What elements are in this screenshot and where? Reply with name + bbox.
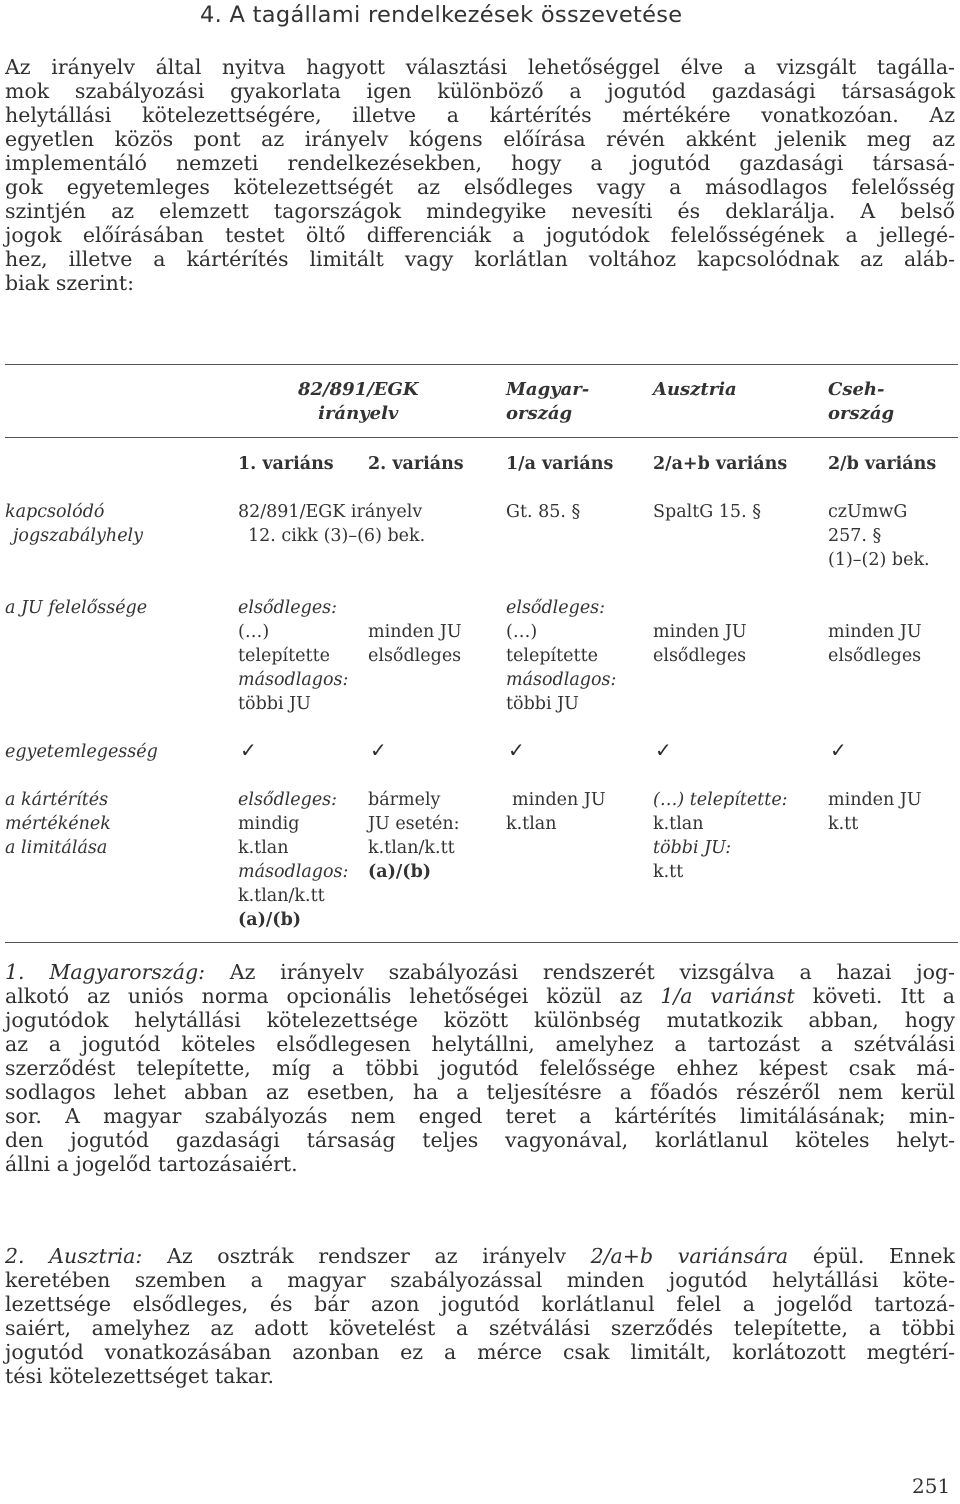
- intro-line: helytállási kötelezettségére, illetve a kártérítés mértékére vonatkozóan. Az: [5, 103, 955, 127]
- paragraph-line: alkotó az uniós norma opcionális lehetőségei közül az 1/a variánst követi. Itt a: [5, 984, 956, 1008]
- check-icon: ✓: [655, 738, 672, 762]
- table-header-rule: [5, 437, 958, 438]
- cell-felelosseg-hu: elsődleges: (…) telepítette másodlagos: többi JU: [506, 598, 617, 714]
- cell-karterites-at: (…) telepítette: k.tlan többi JU: k.tt: [653, 790, 788, 882]
- intro-line: jogok előírásában testet öltő differenciák a jogutódok felelősségének a jellegé-: [5, 223, 955, 247]
- paragraph-line: sodlagos lehet abban az esetben, ha a teljesítésre a főadós részéről nem kerül: [5, 1080, 955, 1104]
- intro-line: mok szabályozási gyakorlata igen különböző a jogutód gazdasági társaságok: [5, 79, 955, 103]
- cell-karterites-v2: bármely JU esetén: k.tlan/k.tt (a)/(b): [368, 790, 460, 882]
- cell-felelosseg-at: minden JU elsődleges: [653, 622, 747, 666]
- row-label-felelosseg: a JU felelőssége: [5, 598, 148, 618]
- paragraph-line: 1. Magyarország: Az irányelv szabályozási rendszerét vizsgálva a hazai jog-: [5, 960, 955, 984]
- paragraph-line: jogutódok helytállási kötelezettsége között különbség mutatkozik abban, hogy: [5, 1008, 955, 1032]
- row-label-egyetemlegesseg: egyetemlegesség: [5, 742, 158, 762]
- cell-kapcsolodo-hu: Gt. 85. §: [506, 502, 581, 522]
- paragraph-line: szerződést telepítette, míg a többi jogutód felelőssége ehhez képest csak má-: [5, 1056, 955, 1080]
- paragraph-line: sor. A magyar szabályozás nem enged teret a kártérítés limitálásának; min-: [5, 1104, 955, 1128]
- intro-line: biak szerint:: [5, 271, 134, 295]
- header-czechia: Cseh- ország: [828, 379, 895, 424]
- intro-line: egyetlen közös pont az irányelv kógens előírása révén akként jelenik meg az: [5, 127, 955, 151]
- header-hungary: Magyar- ország: [506, 379, 590, 424]
- check-icon: ✓: [508, 738, 525, 762]
- paragraph-hungary: [5, 960, 955, 1176]
- cell-karterites-hu: minden JU k.tlan: [506, 790, 606, 834]
- variant-1: 1. variáns: [238, 454, 334, 474]
- cell-kapcsolodo-cz: czUmwG 257. § (1)–(2) bek.: [828, 502, 930, 570]
- cell-karterites-cz: minden JU k.tt: [828, 790, 922, 834]
- paragraph-line: saiért, amelyhez az adott követelést a szétválási szerződés telepítette, a többi: [5, 1316, 955, 1340]
- intro-line: szintjén az elemzett tagországok mindegyike nevesíti és deklarálja. A belső: [5, 199, 955, 223]
- table-bottom-rule: [5, 942, 958, 943]
- table-top-rule: [5, 364, 958, 365]
- check-icon: ✓: [240, 738, 257, 762]
- header-austria: Ausztria: [653, 379, 737, 400]
- intro-line: implementáló nemzeti rendelkezésekben, hogy a jogutód gazdasági társasá-: [5, 151, 955, 175]
- header-directive: 82/891/EGK irányelv: [298, 379, 419, 424]
- cell-karterites-v1: elsődleges: mindig k.tlan másodlagos: k.tlan/k.tt (a)/(b): [238, 790, 349, 930]
- cell-kapcsolodo-at: SpaltG 15. §: [653, 502, 761, 522]
- variant-2: 2. variáns: [368, 454, 464, 474]
- variant-2ab: 2/a+b variáns: [653, 454, 788, 474]
- paragraph-line: az a jogutód köteles elsődlegesen helytállni, amelyhez a tartozást a szétválási: [5, 1032, 955, 1056]
- check-icon: ✓: [370, 738, 387, 762]
- intro-line: hez, illetve a kártérítés limitált vagy korlátlan voltához kapcsolódnak az aláb-: [5, 247, 955, 271]
- cell-kapcsolodo-directive: 82/891/EGK irányelv 12. cikk (3)–(6) bek.: [238, 502, 426, 546]
- variant-2b: 2/b variáns: [828, 454, 937, 474]
- row-label-karterites: a kártérítés mértékének a limitálása: [5, 790, 111, 858]
- intro-line: gok egyetemleges kötelezettségét az elsődleges vagy a másodlagos felelősség: [5, 175, 955, 199]
- check-icon: ✓: [830, 738, 847, 762]
- paragraph-line: keretében szemben a magyar szabályozással minden jogutód helytállási köte-: [5, 1268, 955, 1292]
- intro-line: Az irányelv által nyitva hagyott választási lehetőséggel élve a vizsgált tagálla-: [5, 55, 955, 79]
- section-heading: 4. A tagállami rendelkezések összevetése: [200, 2, 683, 28]
- variant-1a: 1/a variáns: [506, 454, 614, 474]
- cell-felelosseg-v1: elsődleges: (…) telepítette másodlagos: többi JU: [238, 598, 349, 714]
- paragraph-line: tési kötelezettséget takar.: [5, 1364, 275, 1388]
- paragraph-line: 2. Ausztria: Az osztrák rendszer az irányelv 2/a+b variánsára épül. Ennek: [5, 1244, 955, 1268]
- page-number: 251: [912, 1474, 951, 1498]
- cell-felelosseg-cz: minden JU elsődleges: [828, 622, 922, 666]
- intro-paragraph: [5, 55, 955, 295]
- row-label-kapcsolodo: kapcsolódó jogszabályhely: [5, 502, 144, 546]
- paragraph-line: állni a jogelőd tartozásaiért.: [5, 1152, 298, 1176]
- cell-felelosseg-v2: minden JU elsődleges: [368, 622, 462, 666]
- paragraph-line: lezettsége elsődleges, és bár azon jogutód korlátlanul felel a jogelőd tartozá-: [5, 1292, 955, 1316]
- paragraph-line: den jogutód gazdasági társaság teljes vagyonával, korlátlanul köteles helyt-: [5, 1128, 955, 1152]
- paragraph-line: jogutód vonatkozásában azonban ez a mérce csak limitált, korlátozott megtérí-: [5, 1340, 955, 1364]
- paragraph-austria: [5, 1244, 955, 1388]
